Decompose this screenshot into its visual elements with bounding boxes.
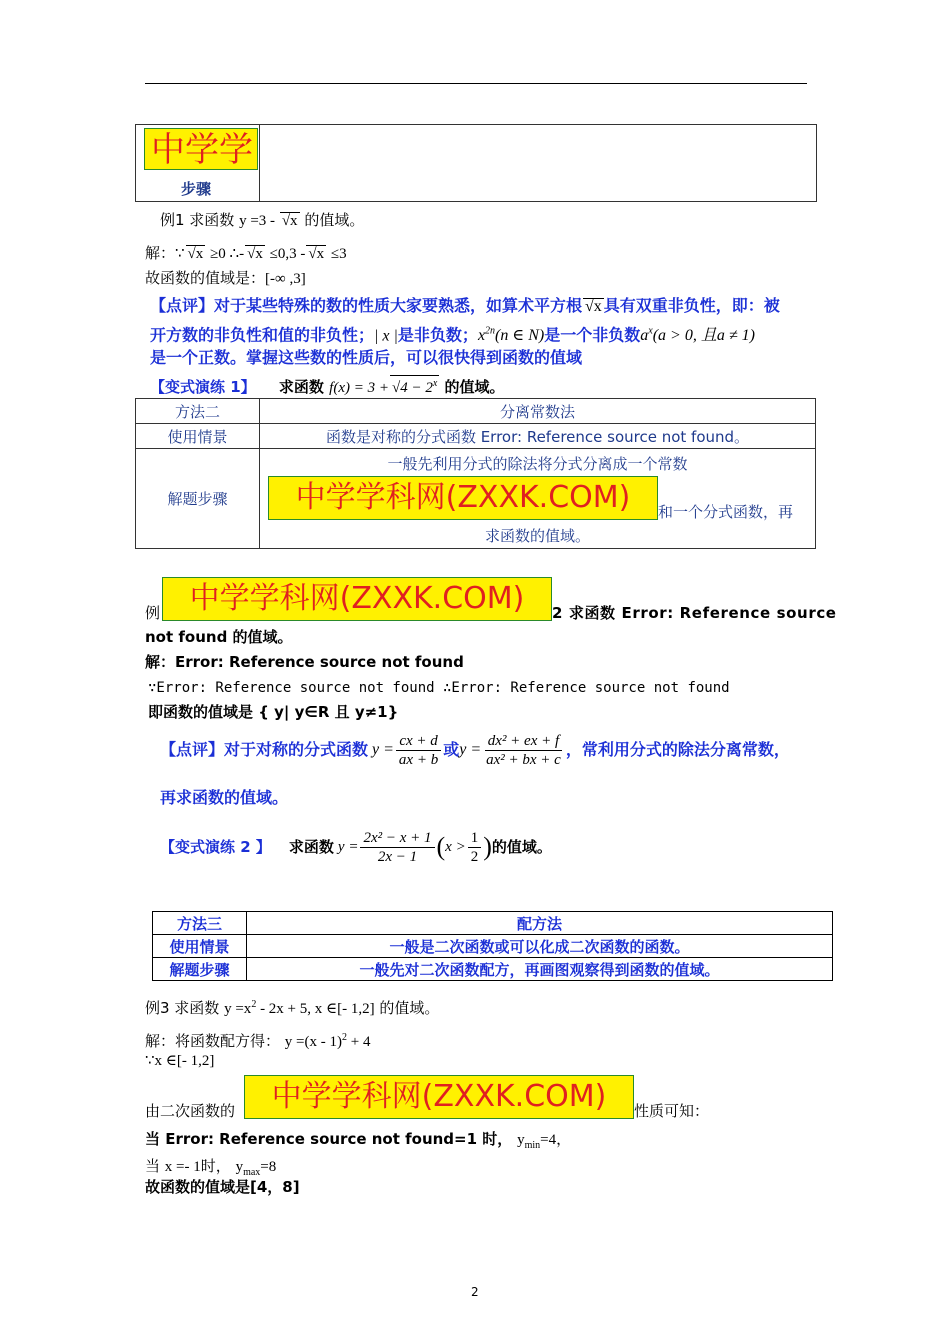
method3-steps-value: 一般先对二次函数配方，再画图观察得到函数的值域。: [247, 958, 833, 981]
example2-question: 2 求函数 Error: Reference source: [552, 604, 837, 622]
example3-quad-suffix: 性质可知：: [634, 1102, 710, 1120]
example2-prefix: 例: [145, 604, 161, 622]
header-rule: [145, 83, 807, 84]
table-row: [153, 958, 833, 981]
method2-scene-value: 函数是对称的分式函数 Error: Reference source not found。: [260, 424, 816, 449]
method3-table: [152, 911, 833, 981]
comment1-line2: 开方数的非负性和值的非负性；| x |是非负数；$x^{2n}(n$ ∈ N)是一个非负数$a^x(a > 0$, 且a ≠ 1): [150, 325, 755, 345]
variant2: 【变式演练 2 】 求函数 y = $\frac{\text{2x² − x + 1}}{2x - 1}$ ( x > $\frac{1}{2}$ ) 的值域。: [160, 829, 552, 865]
method2-steps-value: 一般先利用分式的除法将分式分离成一个常数 中学学科网(ZXXK.COM) 和一个分式函数，再 求函数的值域。: [260, 449, 816, 549]
header-table-divider: [259, 125, 260, 201]
table-row: [136, 424, 816, 449]
steps-label: 步骤: [181, 180, 212, 198]
method2-steps-label: 解题步骤: [136, 449, 260, 549]
method2-table: [135, 398, 816, 549]
example2-since: ∵Error: Reference source not found ∴Error: Reference source not found: [148, 680, 730, 696]
example3-range: 故函数的值域是[4，8]: [145, 1178, 300, 1196]
example3-quad-prefix: 由二次函数的: [145, 1102, 236, 1120]
page-number: 2: [471, 1285, 479, 1299]
method3-value: 配方法: [247, 912, 833, 935]
zxxk-logo: 中学学科网(ZXXK.COM): [244, 1075, 634, 1119]
example2-solution: 解：Error: Reference source not found: [145, 653, 464, 671]
method2-scene-label: 使用情景: [136, 424, 260, 449]
variant1: 【变式演练 1】 求函数 f(x) = 3 +√ $4 - 2^x$ 的值域。: [150, 375, 505, 398]
example1-question: 例1 求函数 y =3 - √ x 的值域。: [160, 210, 364, 231]
table-row: [136, 449, 816, 549]
example2-range: 即函数的值域是 { y| y∈R 且 y≠1}: [148, 703, 399, 721]
header-table: [135, 124, 817, 202]
method3-scene-value: 一般是二次函数或可以化成二次函数的函数。: [247, 935, 833, 958]
example3-solution: 解：将函数配方得： y =(x - 1)$^2$ + 4: [145, 1032, 371, 1050]
zxxk-logo: 中学学科网(ZXXK.COM): [162, 577, 552, 621]
zxxk-logo: 中学学科网(ZXXK.COM): [268, 476, 658, 520]
method3-scene-label: 使用情景: [153, 935, 247, 958]
method3-label: 方法三: [153, 912, 247, 935]
method3-steps-label: 解题步骤: [153, 958, 247, 981]
comment1-line1: 【点评】对于某些特殊的数的性质大家要熟悉，如算术平方根√ x 具有双重非负性，即：被: [150, 296, 780, 316]
zxxk-logo: 中学学: [144, 128, 258, 170]
table-row: [153, 935, 833, 958]
table-row: [136, 399, 816, 424]
method2-value: 分离常数法: [260, 399, 816, 424]
example1-range: 故函数的值域是：[-∞ ,3]: [145, 269, 306, 287]
table-row: [153, 912, 833, 935]
comment2-line2: 再求函数的值域。: [160, 788, 289, 807]
example1-solution: 解：∵√ x ≥0 ∴-√ x ≤0,3 -√ x ≤3: [145, 243, 347, 264]
comment1-line3: 是一个正数。掌握这些数的性质后，可以很快得到函数的值域: [150, 348, 583, 367]
example3-when1: 当 Error: Reference source not found=1 时， $y_{min}=4$，: [145, 1130, 572, 1151]
example2-question-line2: not found 的值域。: [145, 628, 293, 646]
method2-label: 方法二: [136, 399, 260, 424]
example3-question: 例3 求函数 $y =x^2 - 2x + 5$, x ∈[- 1,2] 的值域。: [145, 999, 440, 1017]
example3-when2: 当 x =- 1时， $y_{max}=8$: [145, 1157, 277, 1178]
example3-since: ∵x ∈[- 1,2]: [145, 1051, 215, 1069]
comment2-line1: 【点评】对于对称的分式函数 y = $\frac{cx + d}{ax + b}$ 或 y = $\frac{\text{dx² + ex + f}}{\text{ax² + bx + c}}$ ，常利用分式的除法分离常数，: [160, 732, 790, 768]
